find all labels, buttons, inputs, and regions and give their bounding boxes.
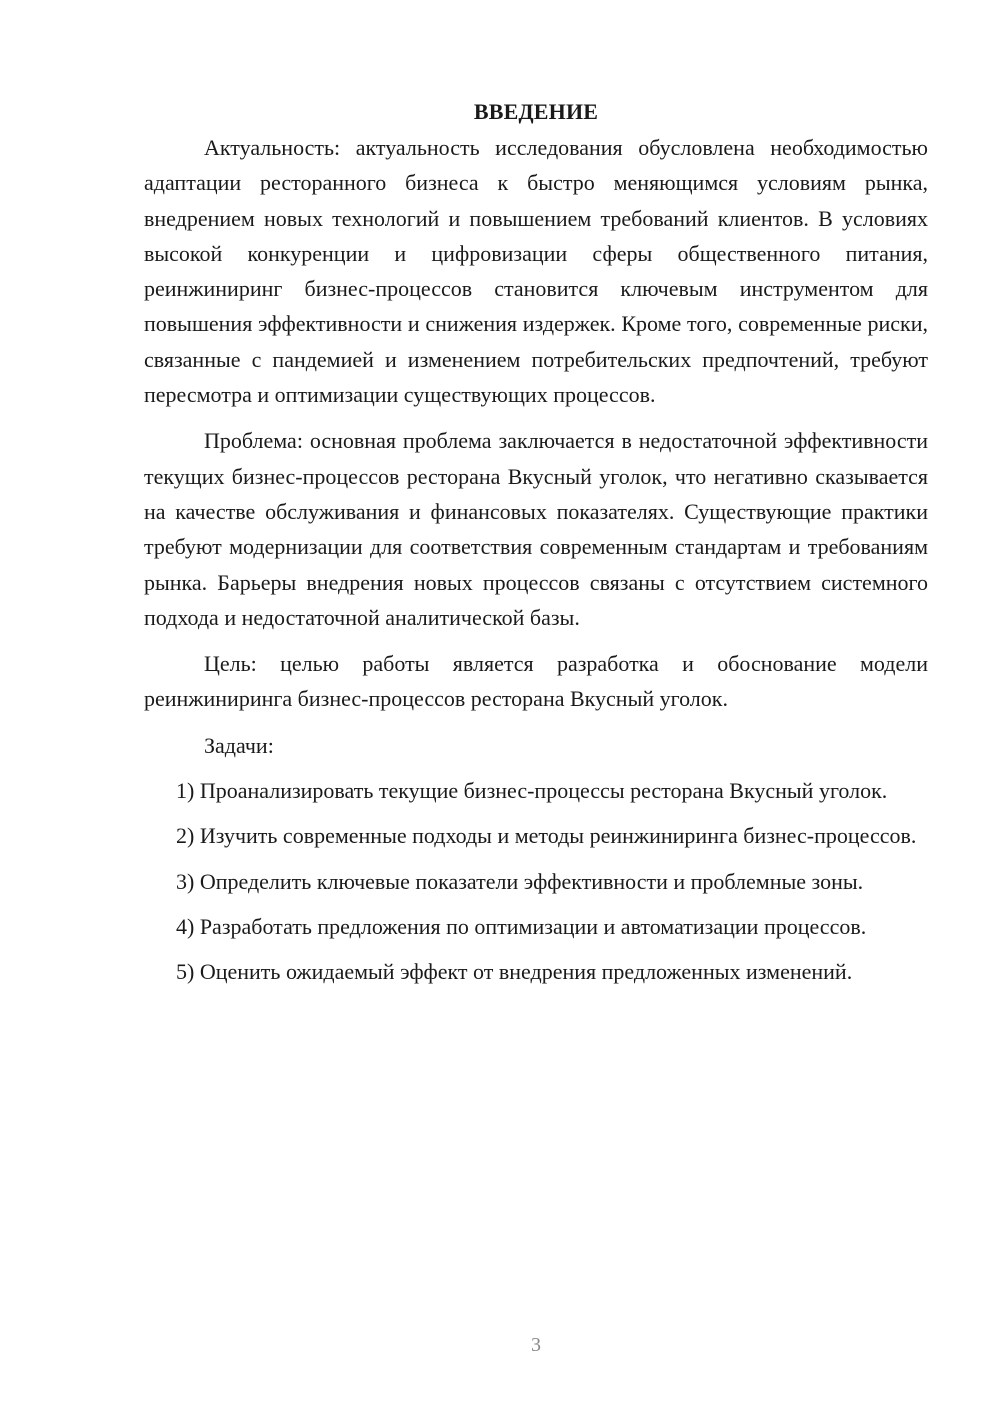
relevance-paragraph: Актуальность: актуальность исследования обусловлена необходимостью адаптации ресторанного бизнеса к быстро меняющимся условиям рынка, внедрением новых технологий и повышением требований клиентов. В условиях высокой конкуренции и цифровизации сферы общественного питания, реинжиниринг бизнес-процессов становится ключевым инструментом для повышения эффективности и снижения издержек. Кроме того, современные риски, связанные с пандемией и изменением потребительских предпочтений, требуют пересмотра и оптимизации существующих процессов. xyxy=(144,135,928,408)
task-item: 5) Оценить ожидаемый эффект от внедрения предложенных изменений. xyxy=(176,959,853,985)
task-item: 1) Проанализировать текущие бизнес-процессы ресторана Вкусный уголок. xyxy=(176,778,888,804)
section-title: ВВЕДЕНИЕ xyxy=(473,99,599,124)
task-item: 3) Определить ключевые показатели эффективности и проблемные зоны. xyxy=(176,868,864,894)
tasks-heading: Задачи: xyxy=(204,732,274,758)
tasks-list xyxy=(144,773,928,989)
task-item: 4) Разработать предложения по оптимизации и автоматизации процессов. xyxy=(176,913,867,939)
page-content xyxy=(144,94,928,990)
page-number: 3 xyxy=(531,1334,541,1356)
task-item: 2) Изучить современные подходы и методы реинжиниринга бизнес-процессов. xyxy=(176,823,917,849)
problem-paragraph: Проблема: основная проблема заключается в недостаточной эффективности текущих бизнес-процессов ресторана Вкусный уголок, что негативно сказывается на качестве обслуживания и финансовых показателях. Существующие практики требуют модернизации для соответствия современным стандартам и требованиям рынка. Барьеры внедрения новых процессов связаны с отсутствием системного подхода и недостаточной аналитической базы. xyxy=(144,428,928,630)
goal-paragraph: Цель: целью работы является разработка и обоснование модели реинжиниринга бизнес-процессов ресторана Вкусный уголок. xyxy=(144,651,928,712)
